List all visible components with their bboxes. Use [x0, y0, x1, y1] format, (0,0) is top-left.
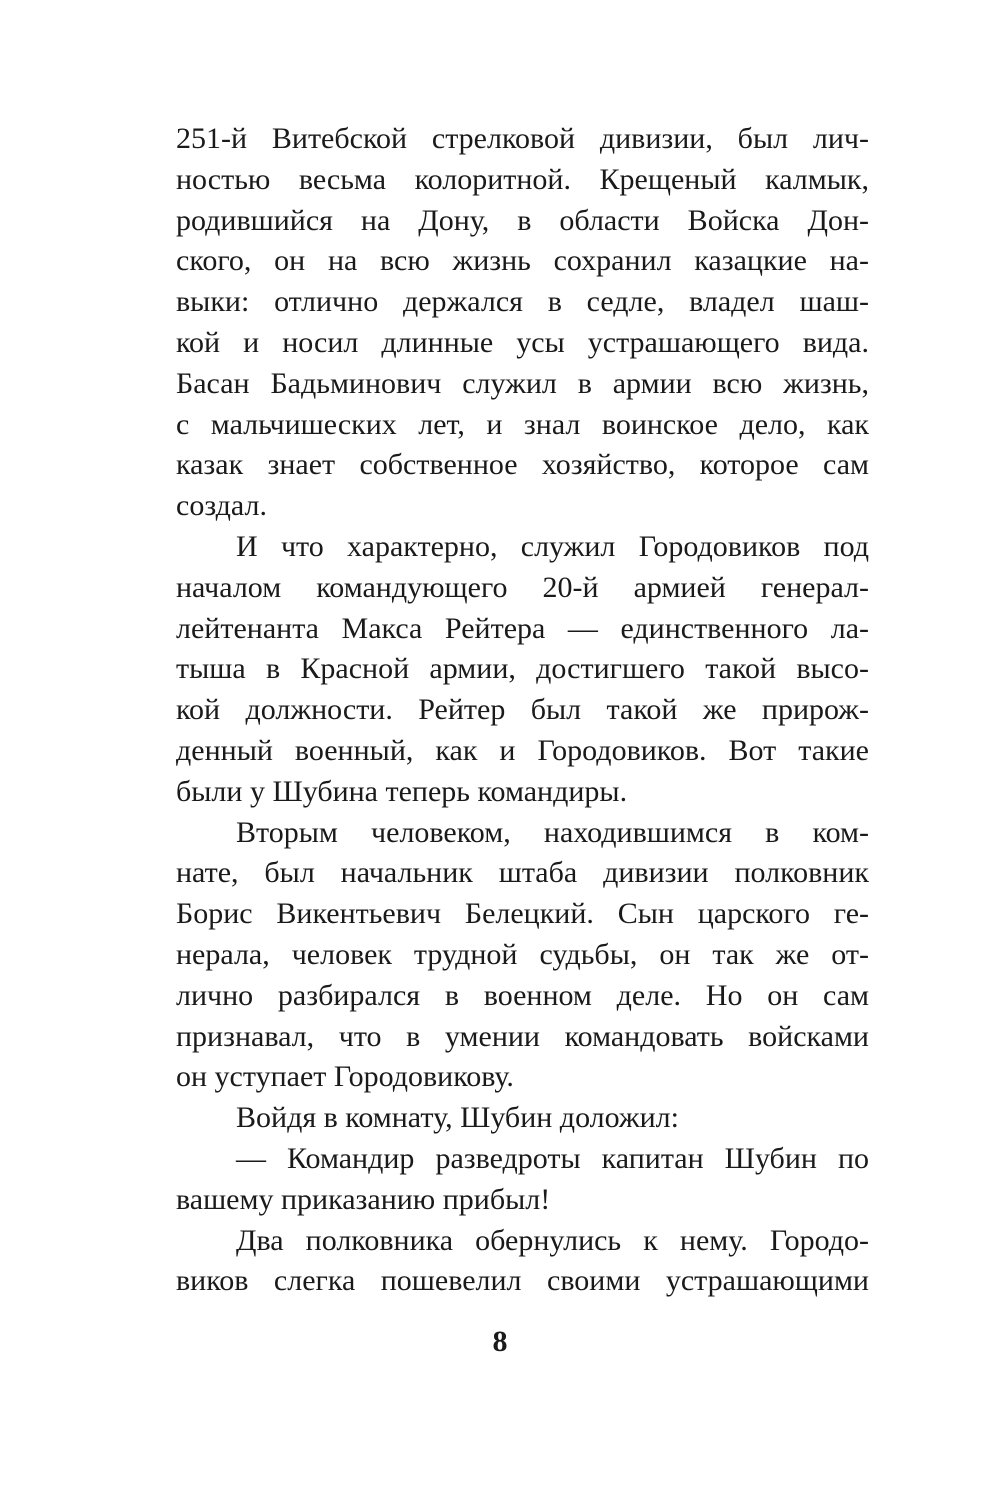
text-line: нате, был начальник штаба дивизии полковник — [176, 856, 869, 890]
text-line: Басан Бадьминович служил в армии всю жизнь, — [176, 366, 869, 400]
text-line: Войдя в комнату, Шубин доложил: — [236, 1101, 679, 1135]
text-line: вашему приказанию прибыл! — [176, 1182, 551, 1216]
text-line: Борис Викентьевич Белецкий. Сын царского ге- — [176, 897, 869, 931]
page-number: 8 — [492, 1325, 508, 1358]
text-line: Два полковника обернулись к нему. Городо- — [236, 1223, 869, 1257]
text-line: выки: отлично держался в седле, владел шаш- — [176, 285, 869, 319]
text-line: лейтенанта Макса Рейтера — единственного ла- — [176, 611, 869, 645]
text-line: денный военный, как и Городовиков. Вот такие — [176, 733, 869, 767]
text-line: нерала, человек трудной судьбы, он так же от- — [176, 937, 869, 971]
text-line: были у Шубина теперь командиры. — [176, 774, 628, 808]
text-line: Вторым человеком, находившимся в ком- — [236, 815, 869, 849]
text-line: он уступает Городовикову. — [176, 1060, 514, 1094]
text-line: казак знает собственное хозяйство, которое сам — [176, 448, 869, 482]
text-line: началом командующего 20-й армией генерал- — [176, 570, 869, 604]
text-line: И что характерно, служил Городовиков под — [236, 529, 869, 563]
text-line: признавал, что в умении командовать войсками — [176, 1019, 869, 1053]
text-line: тыша в Красной армии, достигшего такой высо- — [176, 652, 869, 686]
text-line: ностью весьма колоритной. Крещеный калмык, — [176, 162, 869, 196]
text-line: кой должности. Рейтер был такой же прирож- — [176, 693, 869, 727]
text-line: с мальчишеских лет, и знал воинское дело, как — [176, 407, 869, 441]
text-line: ского, он на всю жизнь сохранил казацкие на- — [176, 244, 869, 278]
body-text — [176, 119, 869, 1302]
text-line: родившийся на Дону, в области Войска Дон- — [176, 203, 869, 237]
text-line: виков слегка пошевелил своими устрашающими — [176, 1264, 869, 1298]
text-line: создал. — [176, 489, 267, 523]
text-line: лично разбирался в военном деле. Но он сам — [176, 978, 869, 1012]
text-line: 251-й Витебской стрелковой дивизии, был лич- — [176, 122, 869, 155]
text-line: — Командир разведроты капитан Шубин по — [236, 1141, 869, 1175]
text-line: кой и носил длинные усы устрашающего вида. — [176, 325, 869, 359]
